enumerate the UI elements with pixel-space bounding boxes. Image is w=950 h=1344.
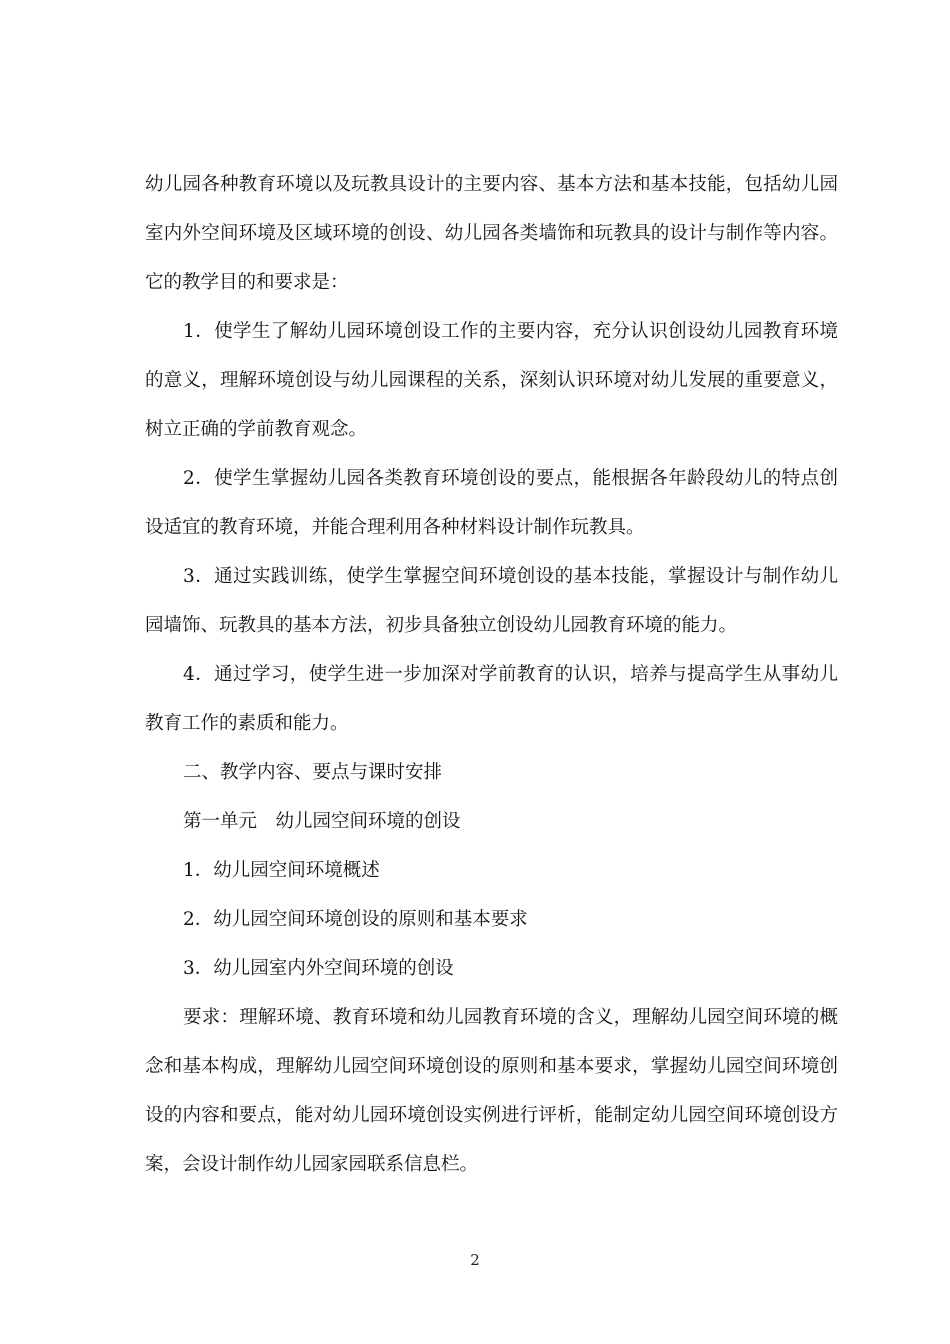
paragraph-intro: 幼儿园各种教育环境以及玩教具设计的主要内容、基本方法和基本技能，包括幼儿园室内外空间环境及区域环境的创设、幼儿园各类墙饰和玩教具的设计与制作等内容。它的教学目的和要求是： (145, 174, 838, 293)
unit-item-1: 1．幼儿园空间环境概述 (183, 860, 380, 881)
unit-item-2: 2．幼儿园空间环境创设的原则和基本要求 (183, 909, 528, 930)
document-body (145, 160, 838, 1189)
paragraph-goal-4: 4．通过学习，使学生进一步加深对学前教育的认识，培养与提高学生从事幼儿教育工作的素质和能力。 (145, 664, 838, 734)
paragraph-goal-1: 1．使学生了解幼儿园环境创设工作的主要内容，充分认识创设幼儿园教育环境的意义，理解环境创设与幼儿园课程的关系，深刻认识环境对幼儿发展的重要意义，树立正确的学前教育观念。 (145, 321, 838, 440)
unit-heading: 第一单元 幼儿园空间环境的创设 (183, 811, 461, 832)
unit-requirements: 要求：理解环境、教育环境和幼儿园教育环境的含义，理解幼儿园空间环境的概念和基本构成，理解幼儿园空间环境创设的原则和基本要求，掌握幼儿园空间环境创设的内容和要点，能对幼儿园环境创设实例进行评析，能制定幼儿园空间环境创设方案，会设计制作幼儿园家园联系信息栏。 (145, 1007, 838, 1175)
paragraph-goal-2: 2．使学生掌握幼儿园各类教育环境创设的要点，能根据各年龄段幼儿的特点创设适宜的教育环境，并能合理利用各种材料设计制作玩教具。 (145, 468, 838, 538)
section-heading: 二、教学内容、要点与课时安排 (183, 762, 443, 783)
paragraph-goal-3: 3．通过实践训练，使学生掌握空间环境创设的基本技能，掌握设计与制作幼儿园墙饰、玩教具的基本方法，初步具备独立创设幼儿园教育环境的能力。 (145, 566, 838, 636)
page-number: 2 (470, 1251, 480, 1269)
unit-item-3: 3．幼儿园室内外空间环境的创设 (183, 958, 454, 979)
